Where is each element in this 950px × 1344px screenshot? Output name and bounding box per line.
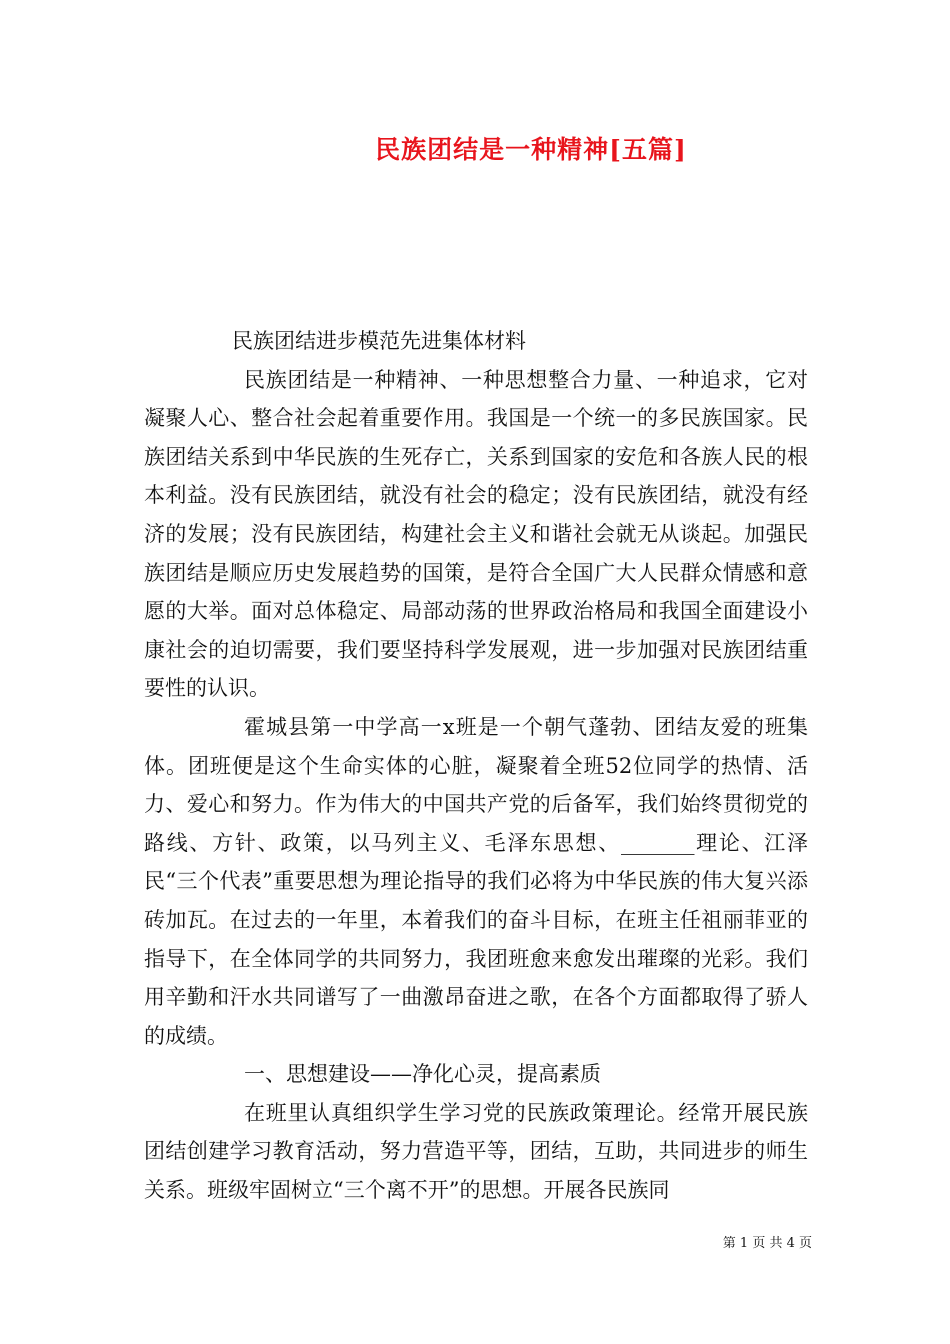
document-subtitle: 民族团结进步模范先进集体材料 [232,329,526,353]
page-number-footer: 第 1 页 共 4 页 [722,1236,812,1251]
section-heading: 一、思想建设——净化心灵，提高素质 [244,1062,601,1087]
document-body [144,322,808,1210]
section-paragraph: 在班里认真组织学生学习党的民族政策理论。经常开展民族团结创建学习教育活动，努力营造平等，团结，互助，共同进步的师生关系。班级牢固树立“三个离不开”的思想。开展各民族同 [144,1100,808,1203]
body-paragraph-class: 霍城县第一中学高一x班是一个朝气蓬勃、团结友爱的班集体。团班便是这个生命实体的心脏，凝聚着全班52位同学的热情、活力、爱心和努力。作为伟大的中国共产党的后备军，我们始终贯彻党的路线、方针、政策，以马列主义、毛泽东思想、_______理论、江泽民“三个代表”重要思想为理论指导的我们必将为中华民族的伟大复兴添砖加瓦。在过去的一年里，本着我们的奋斗目标，在班主任祖丽菲亚的指导下，在全体同学的共同努力，我团班愈来愈发出璀璨的光彩。我们用辛勤和汗水共同谱写了一曲激昂奋进之歌，在各个方面都取得了骄人的成绩。 [144,714,808,1048]
page-title: 民族团结是一种精神[五篇] [375,135,687,164]
body-paragraph-intro: 民族团结是一种精神、一种思想整合力量、一种追求，它对凝聚人心、整合社会起着重要作用。我国是一个统一的多民族国家。民族团结关系到中华民族的生死存亡，关系到国家的安危和各族人民的根本利益。没有民族团结，就没有社会的稳定；没有民族团结，就没有经济的发展；没有民族团结，构建社会主义和谐社会就无从谈起。加强民族团结是顺应历史发展趋势的国策，是符合全国广大人民群众情感和意愿的大举。面对总体稳定、局部动荡的世界政治格局和我国全面建设小康社会的迫切需要，我们要坚持科学发展观，进一步加强对民族团结重要性的认识。 [144,367,808,701]
